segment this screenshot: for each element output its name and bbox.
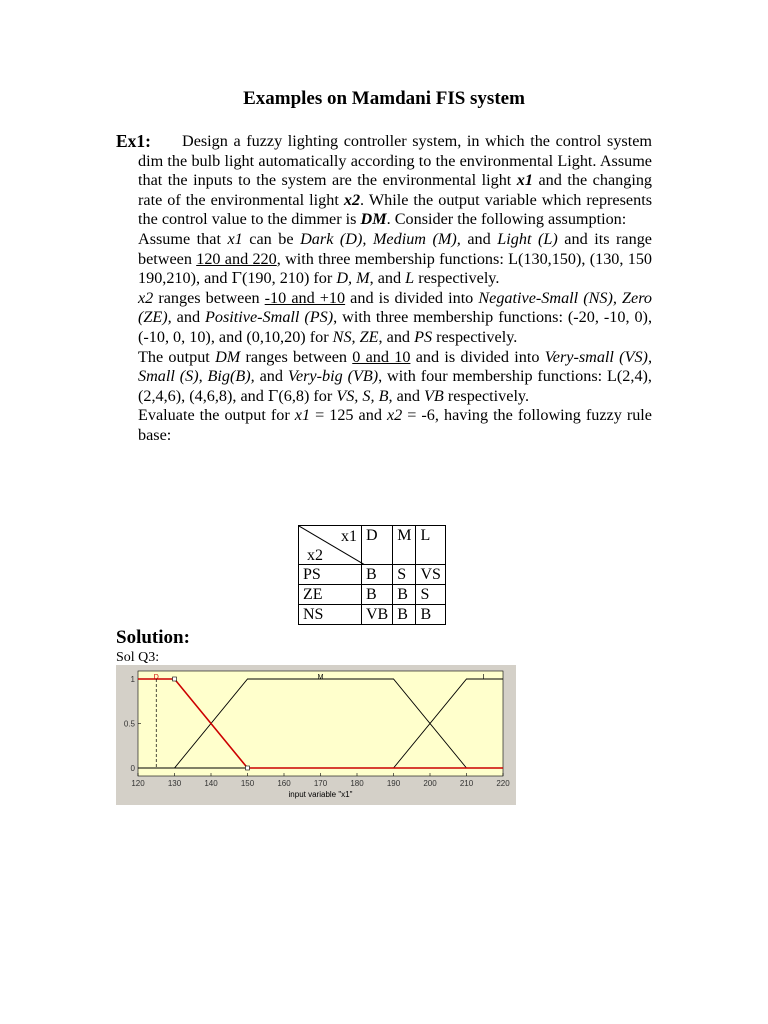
rule-table-corner-cell <box>299 526 362 565</box>
paragraph-x2: x2 ranges between -10 and +10 and is divided into Negative-Small (NS), Zero (ZE), and Positive-Small (PS), with three membership functions: (-20, -10, 0), (-10, 0, 10), and (0,10,20) for NS, ZE, and PS respectively. <box>138 288 652 346</box>
column-header-d: D <box>362 526 393 565</box>
row-label: ZE <box>299 585 362 605</box>
table-cell: VB <box>362 605 393 625</box>
table-cell: S <box>416 585 445 605</box>
solution-heading: Solution: <box>116 627 190 648</box>
x-tick-label: 130 <box>167 779 182 788</box>
table-cell: B <box>362 565 393 585</box>
membership-function-chart <box>116 665 516 805</box>
table-cell: S <box>393 565 416 585</box>
x-tick-label: 220 <box>496 779 510 788</box>
paragraph-x1: Assume that x1 can be Dark (D), Medium (M), and Light (L) and its range between 120 and 220, with three membership functions: L(130,150), (130, 150 190,210), and Γ(190, 210) for D, M, and L respectively. <box>138 229 653 288</box>
solution-label: Sol Q3: <box>116 650 160 665</box>
table-cell: VS <box>416 565 445 585</box>
vertex-handle <box>173 677 177 681</box>
column-variable-label: x1 <box>341 528 357 545</box>
x-tick-label: 150 <box>240 779 255 788</box>
row-variable-label: x2 <box>307 547 323 564</box>
x-tick-label: 140 <box>204 779 218 788</box>
y-tick-label: 0.5 <box>123 719 135 729</box>
x-tick-label: 180 <box>350 779 364 788</box>
example-1 <box>116 132 652 446</box>
rule-table-header-row <box>299 526 446 565</box>
column-header-m: M <box>393 526 416 565</box>
table-cell: B <box>393 585 416 605</box>
series-label-m: M <box>317 674 324 681</box>
table-row <box>299 565 446 585</box>
x-tick-label: 170 <box>313 779 328 788</box>
x-axis-label: input variable "x1" <box>288 790 353 799</box>
table-row <box>299 585 446 605</box>
y-tick-label: 1 <box>130 675 135 684</box>
series-label-d: D <box>153 674 159 681</box>
x-tick-label: 200 <box>423 779 437 788</box>
row-label: PS <box>299 565 362 585</box>
page-title: Examples on Mamdani FIS system <box>243 88 525 109</box>
x-tick-label: 120 <box>131 779 145 788</box>
column-header-l: L <box>416 526 445 565</box>
y-tick-label: 0 <box>130 764 135 773</box>
table-row <box>299 605 446 625</box>
x-tick-label: 210 <box>459 779 474 788</box>
x-tick-label: 160 <box>277 779 291 788</box>
x-tick-label: 190 <box>386 779 401 788</box>
row-label: NS <box>299 605 362 625</box>
fuzzy-rule-table <box>298 525 446 625</box>
vertex-handle <box>246 766 250 770</box>
example-label: Ex1: <box>116 131 151 151</box>
paragraph-output: The output DM ranges between 0 and 10 and is divided into Very-small (VS), Small (S), Big(B), and Very-big (VB), with four membership functions: L(2,4), (2,4,6), (4,6,8), and Γ(6,8) for VS, S, B, and VB respectively. <box>138 347 652 405</box>
paragraph-evaluate: Evaluate the output for x1 = 125 and x2 = -6, having the following fuzzy rule base: <box>138 406 652 444</box>
table-cell: B <box>362 585 393 605</box>
series-label-l: L <box>482 674 487 681</box>
paragraph-intro: Design a fuzzy lighting controller system, in which the control system dim the bulb light automatically according to the environmental Light. Assume that the inputs to the system are the environmental light x1 and the changing rate of the environmental light x2. While the output variable which represents the control value to the dimmer is DM. Consider the following assumption: <box>138 132 653 229</box>
plot-area <box>138 671 503 776</box>
table-cell: B <box>393 605 416 625</box>
table-cell: B <box>416 605 445 625</box>
